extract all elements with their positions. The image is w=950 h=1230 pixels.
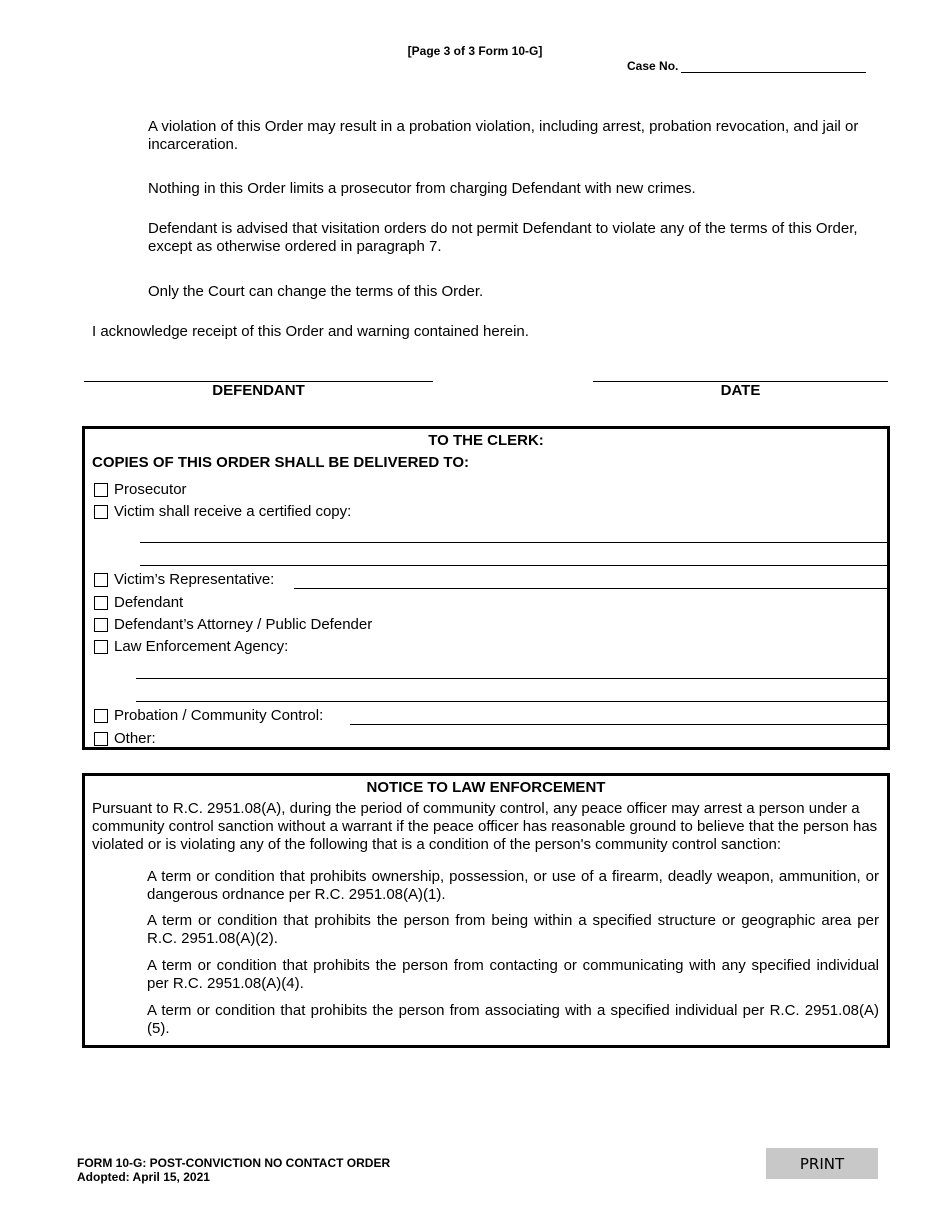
date-signature-label: DATE [720, 382, 761, 399]
other-label: Other: [114, 730, 156, 747]
case-number-label: Case No. [627, 59, 679, 73]
notice-law-enforcement-box [82, 773, 890, 1048]
attorney-label: Defendant’s Attorney / Public Defender [114, 616, 373, 633]
notice-intro: Pursuant to R.C. 2951.08(A), during the period of community control, any peace officer may arrest a person under a community control sanction without a warrant if the peace officer has reasonable ground to believe that the person has violated or is violating any of the following that is a condition of the person's community control sanction: [92, 800, 878, 853]
warning-prosecutor: Nothing in this Order limits a prosecutor from charging Defendant with new crimes. [148, 180, 696, 197]
probation-checkbox[interactable] [94, 709, 108, 723]
notice-condition-area: A term or condition that prohibits the person from being within a specified structure or geographic area per R.C. 2951.08(A)(2). [147, 912, 879, 947]
victim-representative-checkbox[interactable] [94, 573, 108, 587]
victim-label: Victim shall receive a certified copy: [114, 503, 352, 520]
victim-line-1[interactable] [140, 542, 887, 543]
notice-title: NOTICE TO LAW ENFORCEMENT [366, 779, 606, 796]
victim-line-2[interactable] [140, 565, 887, 566]
clerk-box-title: TO THE CLERK: [428, 432, 544, 449]
defendant-checkbox[interactable] [94, 596, 108, 610]
warning-court-change: Only the Court can change the terms of this Order. [148, 283, 484, 300]
notice-condition-associate: A term or condition that prohibits the person from associating with a specified individual per R.C. 2951.08(A)(5). [147, 1002, 879, 1037]
warning-violation: A violation of this Order may result in a probation violation, including arrest, probation revocation, and jail or incarceration. [148, 118, 859, 153]
clerk-distribution-box [82, 426, 890, 750]
defendant-signature-label: DEFENDANT [212, 382, 305, 399]
law-enforcement-label: Law Enforcement Agency: [114, 638, 289, 655]
acknowledgment-text: I acknowledge receipt of this Order and warning contained herein. [92, 323, 529, 340]
prosecutor-label: Prosecutor [114, 481, 187, 498]
victim-representative-line[interactable] [294, 588, 887, 589]
victim-checkbox[interactable] [94, 505, 108, 519]
defendant-label: Defendant [114, 594, 184, 611]
attorney-checkbox[interactable] [94, 618, 108, 632]
warning-visitation: Defendant is advised that visitation orders do not permit Defendant to violate any of the terms of this Order, except as otherwise ordered in paragraph 7. [148, 220, 858, 255]
clerk-box-subtitle: COPIES OF THIS ORDER SHALL BE DELIVERED TO: [92, 454, 469, 471]
notice-condition-firearm: A term or condition that prohibits ownership, possession, or use of a firearm, deadly weapon, ammunition, or dangerous ordnance per R.C. 2951.08(A)(1). [147, 868, 879, 903]
prosecutor-checkbox[interactable] [94, 483, 108, 497]
case-number-field[interactable] [681, 72, 866, 73]
footer-adopted-date: Adopted: April 15, 2021 [77, 1170, 210, 1184]
law-enforcement-line-1[interactable] [136, 678, 887, 679]
law-enforcement-line-2[interactable] [136, 701, 887, 702]
victim-representative-label: Victim’s Representative: [114, 571, 275, 588]
law-enforcement-checkbox[interactable] [94, 640, 108, 654]
other-checkbox[interactable] [94, 732, 108, 746]
probation-label: Probation / Community Control: [114, 707, 324, 724]
print-button[interactable]: PRINT [766, 1148, 878, 1179]
notice-condition-contact: A term or condition that prohibits the person from contacting or communicating with any specified individual per R.C. 2951.08(A)(4). [147, 957, 879, 992]
footer-form-title: FORM 10-G: POST-CONVICTION NO CONTACT ORDER [77, 1156, 391, 1170]
probation-line[interactable] [350, 724, 887, 725]
page-label: [Page 3 of 3 Form 10-G] [407, 44, 543, 58]
